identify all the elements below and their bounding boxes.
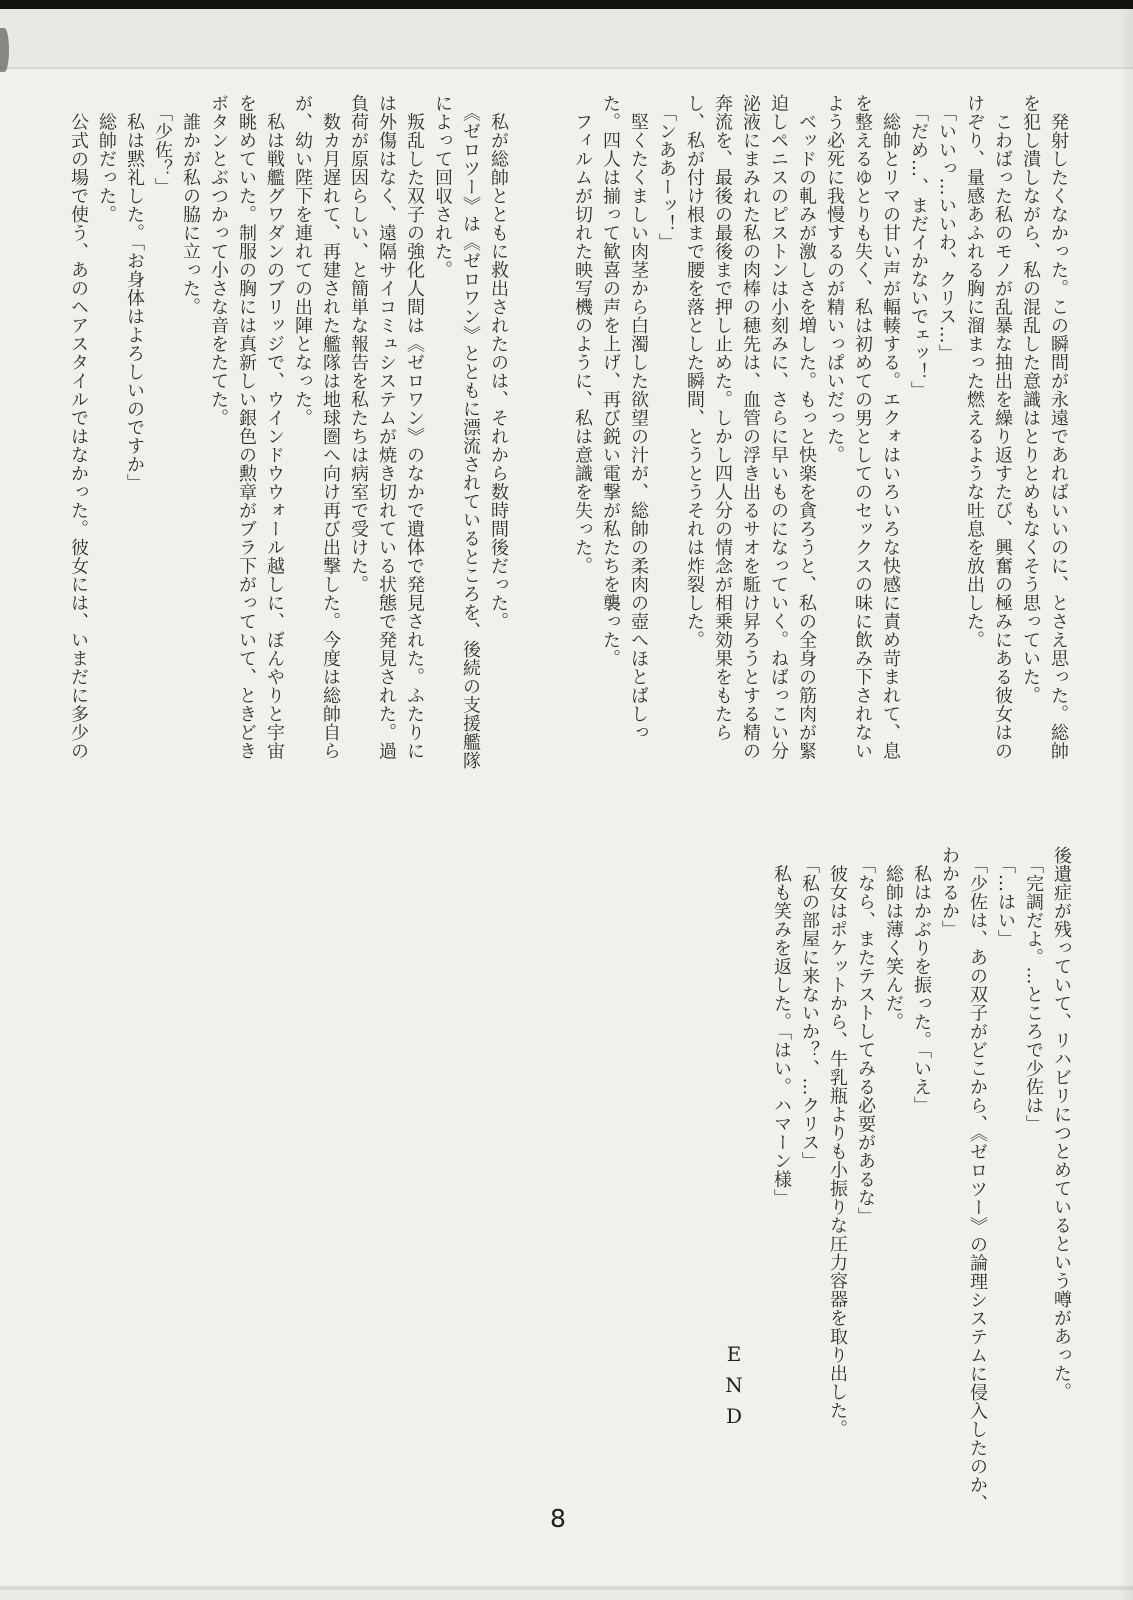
- story-paragraph: 総帥だった。: [96, 94, 117, 224]
- story-paragraph: 叛乱した双子の強化人間は《ゼロワン》のなかで遺体で発見された。ふたりには外傷はなく、遠隔サイコミュシステムが焼き切れている状態で発見された。過負荷が原因らしい、と簡単な報告を私たちは病室で受けた。: [348, 94, 425, 760]
- story-paragraph: 「完調だよ。…ところで少佐は」: [1023, 846, 1044, 1133]
- story-text-lower: [743, 846, 1075, 1522]
- story-paragraph: 「…はい」: [995, 846, 1016, 948]
- story-paragraph: 「私の部屋に来ないか？、…クリス」: [799, 846, 820, 1170]
- story-paragraph-scene-break: 私が総帥とともに救出されたのは、それから数時間後だった。: [488, 94, 509, 631]
- story-paragraph: こわばった私のモノが乱暴な抽出を繰り返すたび、興奮の極みにある彼女はのけぞり、量感あふれる胸に溜まった燃えるような吐息を放出した。: [964, 94, 1013, 760]
- story-paragraph: 「なら、またテストしてみる必要があるな」: [855, 846, 876, 1226]
- story-paragraph: 堅くたくましい肉茎から白濁した欲望の汁が、総帥の柔肉の壺へほとばしった。四人は揃って歓喜の声を上げ、再び鋭い電撃が私たちを襲った。: [600, 94, 649, 742]
- story-paragraph: 「だめ…、まだイかないでェッ！」: [908, 94, 929, 400]
- scan-edge-top: [0, 0, 1133, 9]
- story-paragraph: ベッドの軋みが激しさを増した。もっと快楽を貪ろうと、私の全身の筋肉が緊迫しペニスのピストンは小刻みに、さらに早いものになっていく。ねばっこい分泌液にまみれた私の肉棒の穂先は、血管の浮き出るサオを駈け昇ろうとする精の奔流を、最後の最後まで押し止めた。しかし四人分の情念が相乗効果をもたらし、私が付け根まで腰を落とした瞬間、とうとうそれは炸裂した。: [684, 94, 817, 760]
- story-paragraph: 「ンああーッ！」: [656, 94, 677, 252]
- story-paragraph: 「少佐？」: [152, 94, 173, 196]
- scan-shadow-band: [0, 9, 1133, 69]
- story-paragraph: 数カ月遅れて、再建された艦隊は地球圏へ向け再び出撃した。今度は総帥自らが、幼い陛下を連れての出陣となった。: [292, 94, 341, 760]
- story-text-upper: [60, 94, 1072, 770]
- story-paragraph: 総帥とリマの甘い声が輻輳する。エクォはいろいろな快感に責め苛まれて、息を整えるゆとりも失く、私は初めての男としてのセックスの味に飲み下されないよう必死に我慢するのが精いっぱいだった。: [824, 94, 901, 760]
- story-paragraph: 総帥は薄く笑んだ。: [883, 846, 904, 1031]
- scan-foot-shadow: [0, 1590, 1133, 1600]
- story-paragraph: 私は黙礼した。「お身体はよろしいのですか」: [124, 94, 145, 492]
- story-paragraph: 公式の場で使う、あのヘアスタイルではなかった。彼女には、いまだに多少の: [68, 94, 89, 760]
- story-paragraph: 「少佐は、あの双子がどこから、《ゼロツー》の論理システムに侵入したのか、わかるか」: [939, 846, 988, 1513]
- scan-edge-right: [1119, 9, 1133, 1600]
- scan-smudge-left: [0, 28, 9, 72]
- story-paragraph: 「いいっ…いいわ、クリス…」: [936, 94, 957, 363]
- page-number: 8: [550, 1504, 566, 1533]
- story-paragraph: 後遺症が残っていて、リハビリにつとめているという噂があった。: [1051, 846, 1072, 1401]
- story-paragraph: 《ゼロツー》は《ゼロワン》とともに漂流されているところを、後続の支援艦隊によって回収された。: [432, 94, 481, 770]
- end-label: END: [722, 1342, 746, 1435]
- story-paragraph: 私はかぶりを振った。「いえ」: [911, 846, 932, 1115]
- story-paragraph: 誰かが私の脇に立った。: [180, 94, 201, 316]
- story-paragraph: 彼女はポケットから、牛乳瓶よりも小振りな圧力容器を取り出した。: [827, 846, 848, 1438]
- story-paragraph: 発射したくなかった。この瞬間が永遠であればいいのに、とさえ思った。総帥を犯し潰しながら、私の混乱した意識はとりとめもなくそう思っていた。: [1020, 94, 1069, 760]
- story-paragraph: フィルムが切れた映写機のように、私は意識を失った。: [572, 94, 593, 575]
- story-paragraph: 私は戦艦グワダンのブリッジで、ウインドウウォール越しに、ぼんやりと宇宙を眺めていた。制服の胸には真新しい銀色の勲章がブラ下がっていて、ときどきボタンとぶつかって小さな音をたてた。: [208, 94, 285, 760]
- story-paragraph: 私も笑みを返した。「はい。ハマーン様」: [771, 846, 792, 1207]
